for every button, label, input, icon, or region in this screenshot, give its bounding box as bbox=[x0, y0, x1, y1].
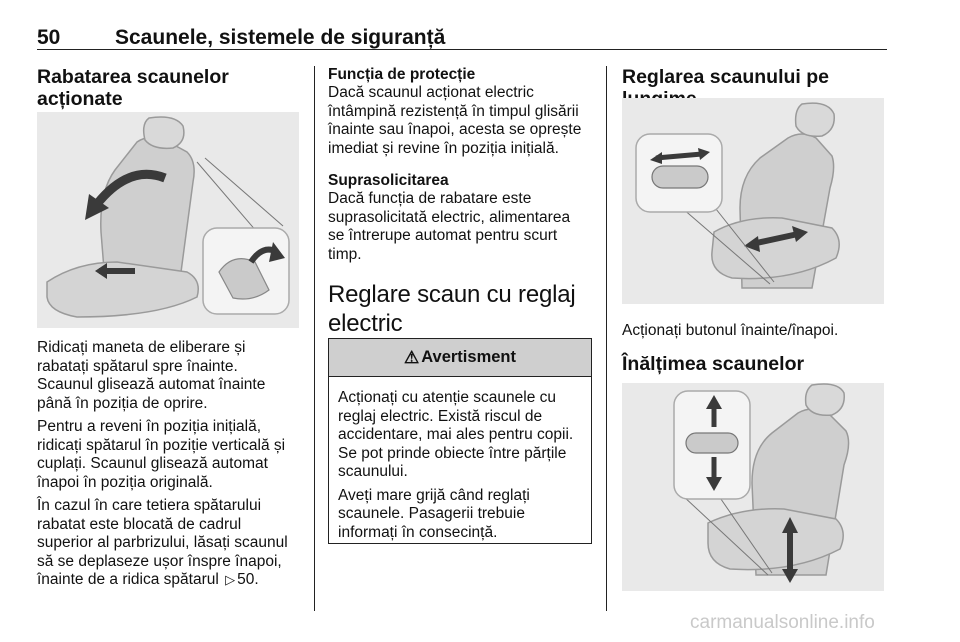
text-line: Aveți mare grijă când reglați bbox=[338, 486, 530, 504]
text-line bbox=[37, 571, 307, 590]
text-line: suprasolicitată electric, alimentarea bbox=[328, 208, 571, 226]
warning-paragraph-1 bbox=[338, 389, 582, 482]
paragraph-headrest-blocked bbox=[37, 497, 307, 590]
column-1-text bbox=[37, 339, 307, 590]
text-line: rabatați spătarul spre înainte. bbox=[37, 357, 238, 375]
text-line: Se pot prinde obiecte între părțile bbox=[338, 444, 567, 462]
text-line: reglaj electric. Există riscul de bbox=[338, 407, 543, 425]
overload-text bbox=[328, 190, 600, 264]
warning-title: Avertisment bbox=[421, 348, 516, 366]
text-line: Ridicați maneta de eliberare și bbox=[37, 339, 246, 356]
text-line: cuplați. Scaunul glisează automat bbox=[37, 455, 268, 472]
chapter-title: Scaunele, sistemele de siguranță bbox=[115, 26, 446, 49]
text-line: ridicați spătarul în poziție verticală și bbox=[37, 436, 286, 454]
column-divider-1 bbox=[314, 66, 315, 611]
text-line: Acționați cu atenție scaunele cu bbox=[338, 389, 556, 406]
seat-length-illustration bbox=[622, 98, 884, 304]
seat-height-illustration bbox=[622, 383, 884, 591]
text-line: se întrerupe automat pentru scurt bbox=[328, 227, 558, 244]
column-divider-2 bbox=[606, 66, 607, 611]
text-line: În cazul în care tetiera spătarului bbox=[37, 497, 262, 514]
section-title-electric-adjust bbox=[328, 280, 600, 338]
warning-body bbox=[329, 377, 591, 542]
text-fragment: înainte de a ridica spătarul bbox=[37, 571, 219, 588]
watermark: carmanualsonline.info bbox=[690, 612, 875, 633]
warning-box bbox=[328, 338, 592, 544]
column-2 bbox=[328, 66, 600, 338]
text-line: Scaunul glisează automat înainte bbox=[37, 376, 266, 393]
text-line: accidentare, mai ales pentru copii. bbox=[338, 426, 574, 443]
text-line: întâmpină rezistență în timpul glisării bbox=[328, 102, 579, 120]
page-number: 50 bbox=[37, 26, 61, 49]
text-line: Pentru a reveni în poziția inițială, bbox=[37, 418, 262, 435]
length-caption: Acționați butonul înainte/înapoi. bbox=[622, 322, 839, 339]
text-line: timp. bbox=[328, 245, 362, 263]
text-line: Dacă funcția de rabatare este bbox=[328, 190, 532, 207]
paragraph-return-position bbox=[37, 418, 307, 492]
protection-text bbox=[328, 84, 600, 158]
title-line: Reglare scaun cu reglaj bbox=[328, 281, 576, 308]
text-line: rabatat este blocată de cadrul bbox=[37, 515, 242, 533]
title-line: Rabatarea scaunelor acționate bbox=[37, 66, 229, 110]
warning-header bbox=[329, 339, 591, 377]
warning-paragraph-2 bbox=[338, 487, 582, 543]
text-line: scaunele. Pasagerii trebuie bbox=[338, 505, 525, 522]
protection-title: Funcția de protecție bbox=[328, 66, 476, 83]
page-reference-link[interactable]: 50. bbox=[237, 571, 259, 588]
section-title-length: Reglarea scaunului pe bbox=[622, 66, 829, 88]
text-line: imediat și revine în poziția inițială. bbox=[328, 139, 559, 157]
text-line: până în poziția de oprire. bbox=[37, 394, 208, 412]
page-header bbox=[37, 12, 887, 50]
title-line: electric bbox=[328, 310, 403, 337]
text-line: să se deplaseze ușor înspre înapoi, bbox=[37, 552, 282, 570]
section-title-height: Înălțimea scaunelor bbox=[622, 353, 805, 375]
seat-folding-illustration bbox=[37, 112, 299, 328]
page-reference-arrow-icon[interactable]: ▷ bbox=[225, 572, 236, 587]
text-line: Dacă scaunul acționat electric bbox=[328, 84, 534, 101]
paragraph-raise-lever bbox=[37, 339, 307, 413]
warning-icon: ⚠ bbox=[403, 347, 420, 367]
text-line: înapoi în poziția originală. bbox=[37, 473, 213, 491]
text-line: superior al parbrizului, lăsați scaunul bbox=[37, 534, 288, 551]
text-line: informați în consecință. bbox=[338, 523, 498, 541]
text-line: înainte sau înapoi, acesta se oprește bbox=[328, 121, 582, 138]
overload-title: Suprasolicitarea bbox=[328, 172, 449, 189]
text-line: scaunului. bbox=[338, 463, 408, 480]
